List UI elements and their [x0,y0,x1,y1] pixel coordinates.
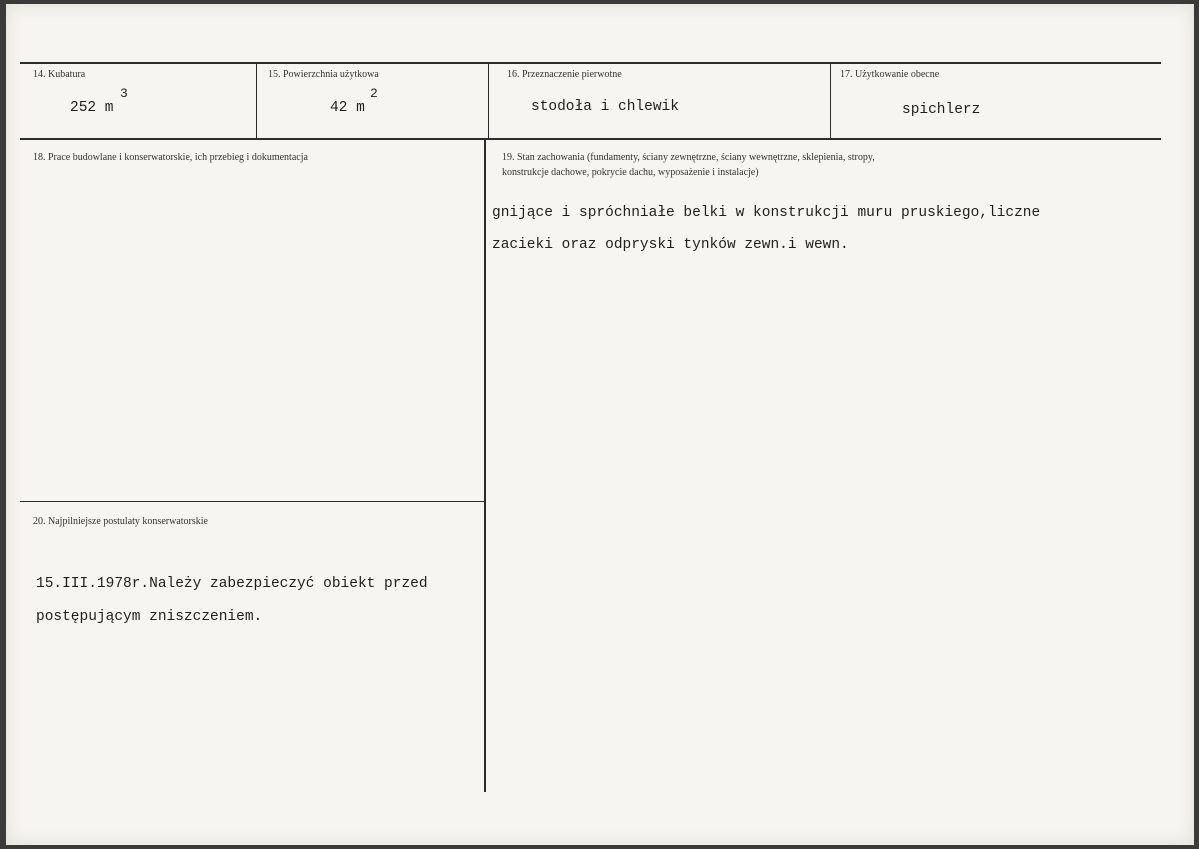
top-rule [20,62,1161,64]
field-20-label: 20. Najpilniejsze postulaty konserwatorskie [33,516,208,527]
field-15-value: 42 m [330,100,365,116]
field-14-exponent: 3 [120,86,128,101]
field-14-value: 252 m [70,100,114,116]
field-15-exponent: 2 [370,86,378,101]
field-20-text-line1: 15.III.1978r.Należy zabezpieczyć obiekt przed [36,576,428,592]
field-17-label: 17. Użytkowanie obecne [840,69,940,80]
field-19-label-line2: konstrukcje dachowe, pokrycie dachu, wyposażenie i instalacje) [502,167,759,178]
field-17-value: spichlerz [902,102,981,118]
field-16-value: stodoła i chlewik [531,99,679,115]
field-19-text-line2: zacieki oraz odpryski tynków zewn.i wewn. [492,237,849,253]
inventory-card [6,4,1194,845]
field-19-label-line1: 19. Stan zachowania (fundamenty, ściany zewnętrzne, ściany wewnętrzne, sklepienia, stropy, [502,152,875,163]
center-vertical-rule [484,140,486,792]
field-16-label: 16. Przeznaczenie pierwotne [507,69,622,80]
field-18-label: 18. Prace budowlane i konserwatorskie, ich przebieg i dokumentacja [33,152,308,163]
divider-15-16 [488,63,489,140]
left-section-rule [20,501,485,502]
header-bottom-rule [20,138,1161,140]
field-14-label: 14. Kubatura [33,69,86,80]
field-19-text-line1: gnijące i spróchniałe belki w konstrukcji muru pruskiego,liczne [492,205,1041,221]
field-20-text-line2: postępującym zniszczeniem. [36,609,263,625]
divider-14-15 [256,63,257,140]
field-15-label: 15. Powierzchnia użytkowa [268,69,379,80]
divider-16-17 [830,63,831,140]
